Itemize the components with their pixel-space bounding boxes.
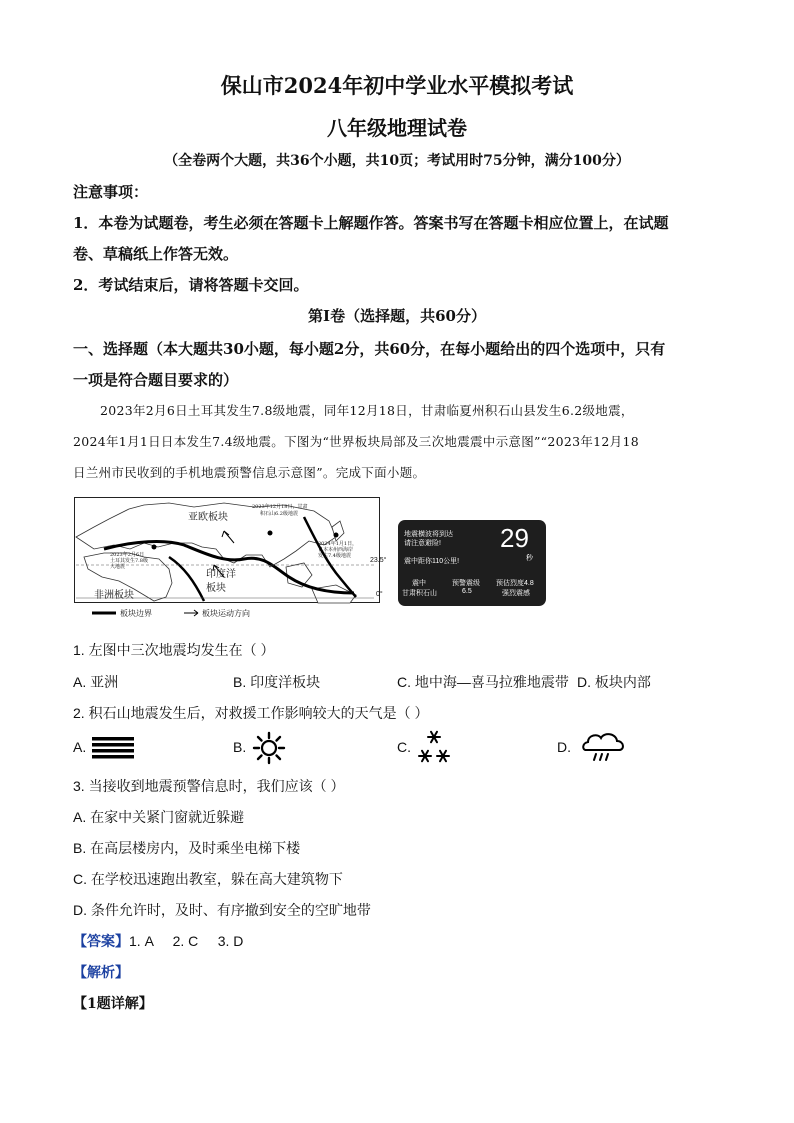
section-heading-line1: 一、选择题（本大题共30小题，每小题2分，共60分，在每小题给出的四个选项中，只有 [73, 340, 666, 358]
notes-heading: 注意事项： [73, 183, 149, 201]
q1-option-b: B. 印度洋板块 [233, 674, 321, 690]
map-note-gansu-1: 2023年12月18日，甘肃 [252, 504, 308, 510]
snow-icon [416, 729, 452, 765]
rain-icon [580, 730, 628, 764]
q1-stem: 1. 左图中三次地震均发生在（ ） [73, 642, 275, 658]
q2-option-d: D. [557, 739, 571, 755]
answer-label: 【答案】 [73, 934, 129, 950]
notes-item2: 2．考试结束后，请将答题卡交回。 [73, 276, 309, 294]
phone-alert [398, 520, 546, 606]
map-note-japan-1: 2024年1月1日， [318, 541, 358, 547]
map-note-japan-2: 日本本州西海岸 [318, 547, 354, 553]
notes-item1-line2: 卷、草稿纸上作答无效。 [73, 245, 239, 263]
exam-title: 保山市2024年初中学业水平模拟考试 [220, 73, 574, 98]
q3-option-b: B. 在高层楼房内，及时乘坐电梯下楼 [73, 840, 301, 856]
exam-subtitle: 八年级地理试卷 [327, 116, 467, 140]
passage-line2: 2024年1月1日日本发生7.4级地震。下图为“世界板块局部及三次地震震中示意图”“2023年12月18 [73, 434, 639, 449]
phone-line1: 地震横波将到达 [404, 531, 453, 538]
phone-col1-val: 甘肃积石山 [402, 590, 437, 597]
q3-option-c: C. 在学校迅速跑出教室，躲在高大建筑物下 [73, 871, 343, 887]
map-note-turkey-1: 2023年2月6日 [110, 552, 145, 558]
map-note-turkey-2: 土耳其发生7.8级 [110, 558, 148, 564]
q2-stem: 2. 积石山地震发生后，对救援工作影响较大的天气是（ ） [73, 705, 429, 721]
q1-option-d: D. 板块内部 [577, 674, 651, 690]
passage-line3: 日兰州市民收到的手机地震预警信息示意图”。完成下面小题。 [73, 465, 426, 480]
map-lat-0: 0° [376, 591, 383, 598]
phone-distance: 震中距你110公里! [404, 558, 460, 565]
phone-col1-head: 震中 [412, 580, 426, 587]
q1-option-a: A. 亚洲 [73, 674, 119, 690]
section-title: 第Ⅰ卷（选择题，共60分） [308, 307, 486, 325]
phone-col3-head: 预估烈度4.8 [496, 580, 534, 587]
phone-countdown: 29 [500, 523, 529, 553]
map-note-japan-3: 发生7.4级地震 [318, 553, 351, 559]
phone-col2-head: 预警震级 [452, 580, 480, 587]
q3-option-a: A. 在家中关紧门窗就近躲避 [73, 809, 245, 825]
q2-option-c: C. [397, 739, 411, 755]
passage-line1: 2023年2月6日土耳其发生7.8级地震，同年12月18日，甘肃临夏州积石山县发生6.2级地震， [100, 403, 634, 418]
q2-option-b: B. [233, 739, 247, 755]
notes-item1-line1: 1．本卷为试题卷，考生必须在答题卡上解题作答。答案书写在答题卡相应位置上，在试题 [73, 214, 669, 232]
map-label-african: 非洲板块 [94, 590, 134, 601]
sunny-icon [252, 731, 286, 765]
map-label-indian-1: 印度洋 [206, 569, 236, 580]
section-heading-line2: 一项是符合题目要求的） [73, 371, 239, 389]
q3-option-d: D. 条件允许时，及时、有序撤到安全的空旷地带 [73, 902, 371, 918]
detail-label: 【1题详解】 [73, 996, 153, 1012]
map-note-turkey-3: 大地震 [110, 564, 126, 570]
map-lat-23: 23.5° [370, 557, 387, 564]
answer-values: 1. A 2. C 3. D [129, 933, 244, 949]
phone-col3-val: 强烈震感 [502, 590, 530, 597]
phone-countdown-unit: 秒 [526, 555, 533, 562]
map-label-indian-2: 板块 [206, 583, 226, 594]
phone-col2-val: 6.5 [462, 588, 472, 595]
answer-line [73, 931, 243, 951]
map-label-eurasian: 亚欧板块 [188, 512, 228, 523]
q3-stem: 3. 当接收到地震预警信息时，我们应该（ ） [73, 778, 345, 794]
q2-option-a: A. [73, 739, 87, 755]
exam-info: （全卷两个大题，共36个小题，共10页；考试用时75分钟，满分100分） [164, 153, 630, 169]
analysis-label: 【解析】 [73, 965, 129, 981]
map-legend-boundary: 板块边界 [120, 609, 152, 618]
fog-icon [92, 735, 134, 759]
q1-option-c: C. 地中海—喜马拉雅地震带 [397, 674, 569, 690]
map-note-gansu-2: 积石山6.2级地震 [260, 511, 298, 517]
phone-line2: 请注意避险! [404, 540, 441, 547]
plate-map [74, 497, 387, 621]
map-legend-motion: 板块运动方向 [202, 609, 250, 618]
